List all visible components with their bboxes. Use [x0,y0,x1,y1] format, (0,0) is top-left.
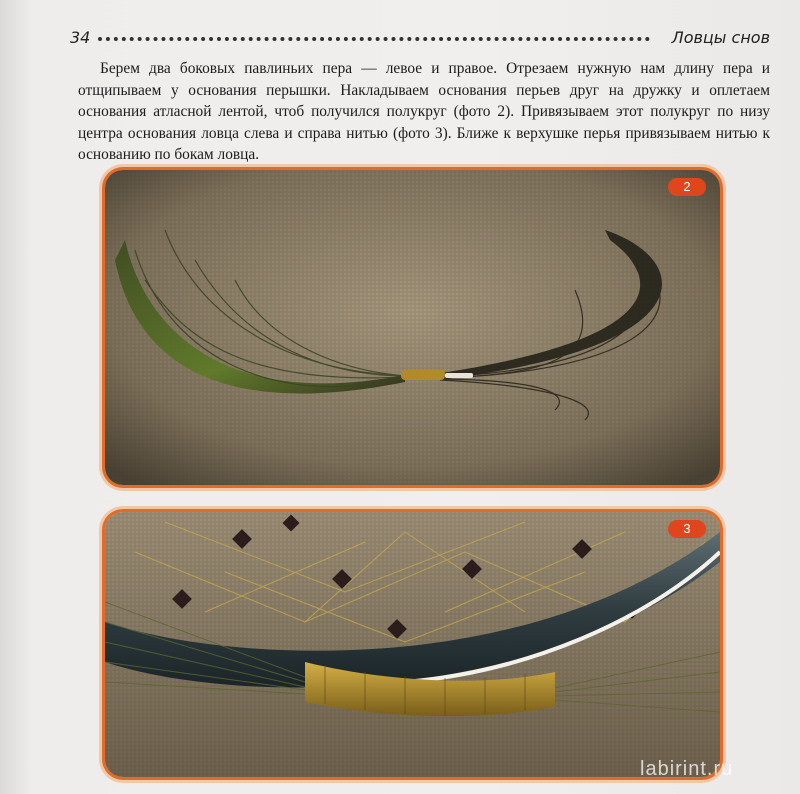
header-dotted-rule [98,37,650,41]
feather-semicircle-image [105,170,720,485]
photo-number-badge: 3 [668,520,706,538]
watermark: labirint.ru [640,758,734,780]
page-header [70,28,770,50]
photo-2 [105,170,720,485]
hoop-with-feathers-image [105,512,720,777]
page-number: 34 [70,28,91,47]
section-title: Ловцы снов [671,28,770,47]
instruction-paragraph: Берем два боковых павлиньих пера — левое и правое. Отрезаем нужную нам длину пера и отщипываем у основания перышки. Накладываем основания перьев друг на дружку и оплетаем основания атласной лентой, чтоб получился полукруг (фото 2). Привязываем этот полукруг по низу центра основания ловца слева и справа нитью (фото 3). Ближе к верхушке перья привязываем нитью к основанию по бокам ловца. [78,60,770,163]
photo-number-badge: 2 [668,178,706,196]
photo-3 [105,512,720,777]
